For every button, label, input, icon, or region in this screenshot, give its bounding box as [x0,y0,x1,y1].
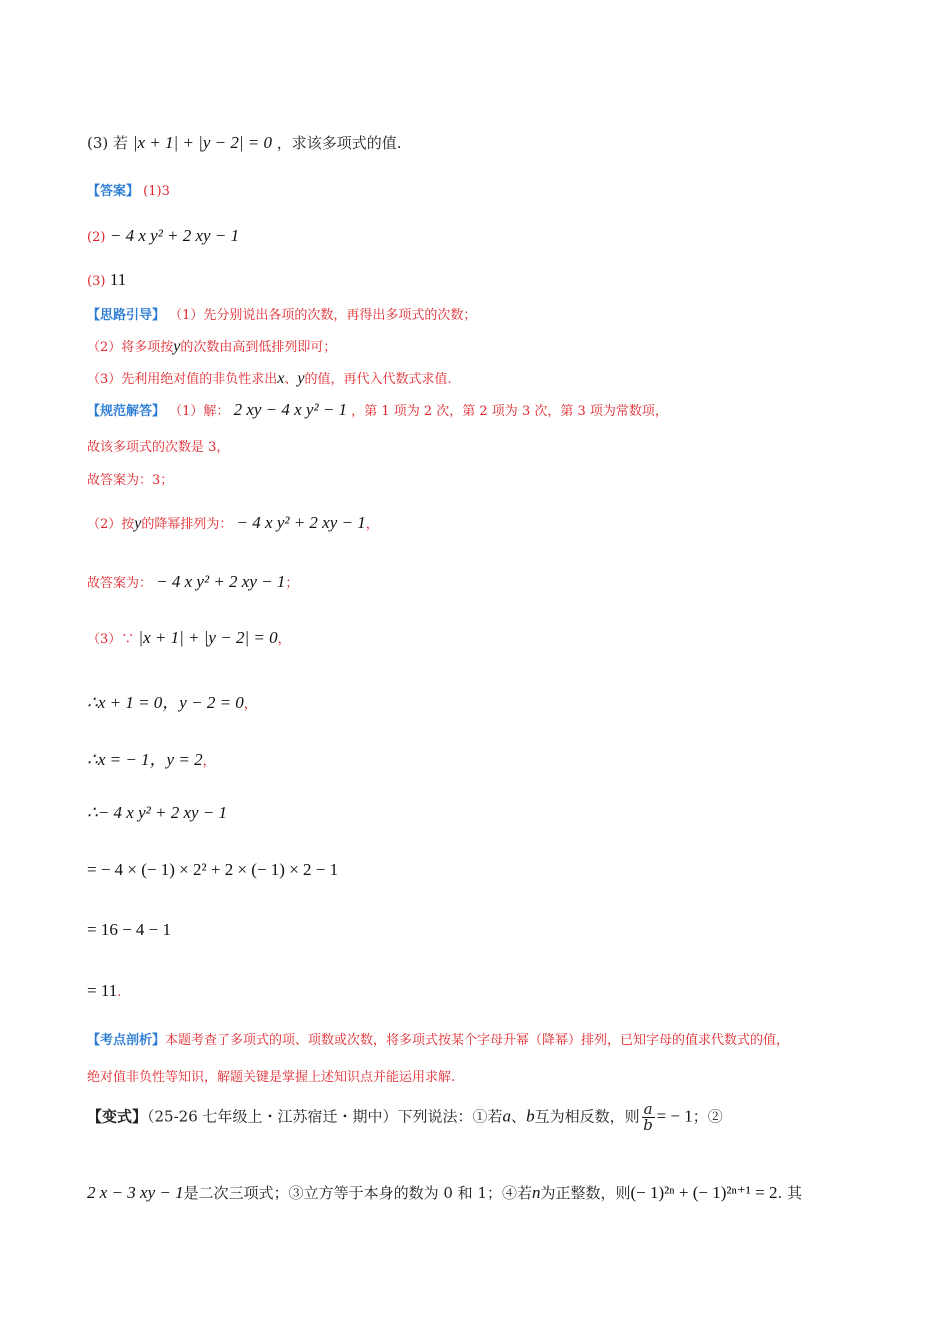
solution-8-post: ， [202,754,216,769]
guide-text-2-post: 的次数由高到低排列即可； [180,340,337,355]
variant-text-2-a: 是二次三项式；③立方等于本身的数为 0 和 1；④若 [183,1184,532,1202]
variant-equals: = − 1 [656,1106,693,1126]
guide-var-y2: y [297,370,305,387]
fraction-numerator: a [643,1100,653,1118]
solution-5-post: ； [285,576,299,591]
solution-line-1 [87,400,668,420]
solution-12-expression: = 11 [87,981,118,1000]
guide-sep: 、 [284,372,298,387]
solution-7-expression: ∴x + 1 = 0，y − 2 = 0 [87,693,244,712]
variant-fraction [642,1102,655,1133]
solution-4-var: y [134,515,142,532]
variant-text-1-post: ；② [692,1107,723,1126]
variant-text-2-post: . 其 [777,1184,803,1202]
variant-text-2-b: 为正整数，则 [540,1184,631,1202]
guide-text-3-pre: （3）先利用绝对值的非负性求出 [87,372,278,387]
solution-4-mid: 的降幂排列为： [141,517,233,532]
variant-text-1-pre: 下列说法：①若 [397,1107,503,1126]
solution-line-8 [87,745,216,770]
variant-var-b: b [526,1106,535,1126]
solution-1-expression: 2 xy − 4 x y² − 1 [233,400,348,419]
analysis-text-1: 本题考查了多项式的项、项数或次数，将多项式按某个字母升幂（降幂）排列，已知字母的值求代数式的值， [165,1033,790,1048]
solution-tag: 【规范解答】 [87,404,166,419]
answer-1: (1)3 [143,184,170,199]
solution-line-4 [87,513,379,533]
guide-text-2-pre: （2）将多项按 [87,340,174,355]
solution-4-post: ， [365,517,379,532]
solution-line-3: 故答案为：3； [87,473,174,488]
solution-11-expression: = 16 − 4 − 1 [87,920,172,939]
solution-4-expression: − 4 x y² + 2 xy − 1 [236,513,366,532]
solution-4-pre: （2）按 [87,517,135,532]
guide-line-1 [87,304,476,323]
fraction-denominator: b [643,1116,653,1134]
solution-10-expression: = − 4 × (− 1) × 2² + 2 × (− 1) × 2 − 1 [87,860,339,879]
solution-line-9 [87,803,227,823]
variant-var-a: a [502,1106,512,1126]
solution-line-2: 故该多项式的次数是 3， [87,440,230,455]
answer-2-number: (2) [87,230,106,245]
solution-5-expression: − 4 x y² + 2 xy − 1 [156,572,286,591]
solution-line-6 [87,628,291,648]
solution-8-expression: ∴x = − 1，y = 2 [87,750,203,769]
answer-line-1 [87,180,170,199]
analysis-line-1 [87,1029,789,1048]
variant-text-1-mid: 互为相反数，则 [534,1107,640,1126]
answer-tag: 【答案】 [87,184,140,199]
question-number: (3) [87,134,109,152]
answer-2-expression: − 4 x y² + 2 xy − 1 [109,226,240,245]
analysis-line-2: 绝对值非负性等知识，解题关键是掌握上述知识点并能运用求解. [87,1070,456,1085]
guide-line-2 [87,336,336,356]
variant-expression: 2 x − 3 xy − 1 [87,1183,184,1202]
question-text-post: ，求该多项式的值. [276,134,402,152]
solution-5-pre: 故答案为： [87,576,153,591]
variant-var-n: n [532,1183,541,1202]
guide-tag: 【思路引导】 [87,308,166,323]
solution-line-5 [87,572,298,592]
solution-line-11 [87,920,171,940]
answer-3-number: (3) [87,274,106,289]
guide-line-3 [87,368,452,388]
guide-var-x: x [277,370,285,387]
solution-7-post: ， [243,697,257,712]
solution-line-10 [87,860,338,880]
variant-line-1 [87,1102,723,1133]
guide-text-3-post: 的值，再代入代数式求值. [304,372,452,387]
guide-var-y: y [173,338,181,355]
guide-text-1: （1）先分别说出各项的次数，再得出多项式的次数； [169,308,477,323]
solution-line-12 [87,981,121,1001]
solution-6-expression: |x + 1| + |y − 2| = 0 [138,628,278,647]
question-equation: |x + 1| + |y − 2| = 0 [132,133,272,152]
solution-line-7 [87,688,257,713]
solution-1-post: ，第 1 项为 2 次，第 2 项为 3 次，第 3 项为常数项， [351,404,668,419]
variant-expression-2: (− 1)²ⁿ + (− 1)²ⁿ⁺¹ = 2 [630,1183,778,1202]
variant-sep: 、 [511,1107,527,1126]
solution-9-expression: ∴− 4 x y² + 2 xy − 1 [87,803,228,822]
solution-12-post: . [117,985,122,1000]
variant-line-2 [87,1182,802,1203]
analysis-tag: 【考点剖析】 [87,1033,166,1048]
solution-1-pre: （1）解： [169,404,230,419]
answer-line-2 [87,226,239,246]
answer-3-value: 11 [109,270,127,289]
answer-line-3 [87,270,126,290]
question-text-pre: 若 [113,134,129,152]
question-3 [87,132,402,153]
solution-6-post: ， [277,632,291,647]
solution-6-pre: （3）∵ [87,632,135,647]
variant-source: （25-26 七年级上・江苏宿迁・期中） [147,1107,398,1126]
variant-tag: 【变式】 [87,1107,148,1126]
